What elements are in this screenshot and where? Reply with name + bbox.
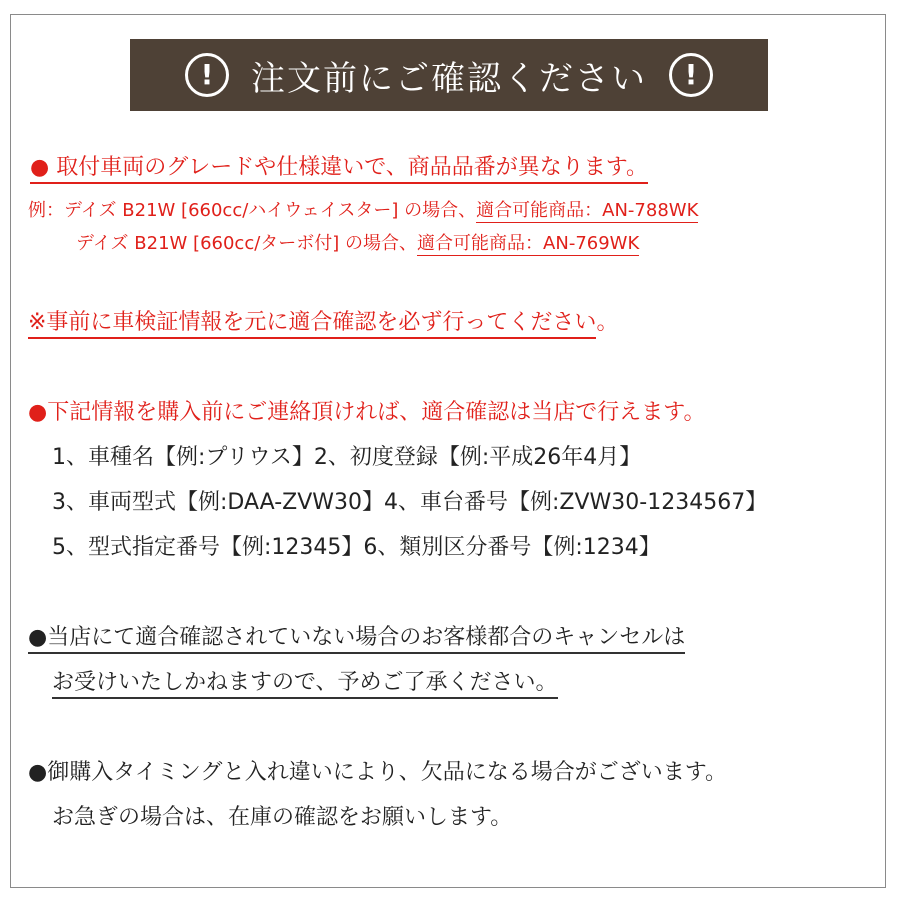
info-heading: ●下記情報を購入前にご連絡頂ければ、適合確認は当店で行えます。 [28,400,706,425]
info-row-2: 3、車両型式【例:DAA-ZVW30】4、車台番号【例:ZVW30-1234567】 [52,490,768,515]
info-row-3: 5、型式指定番号【例:12345】6、類別区分番号【例:1234】 [52,535,661,560]
example-1-prefix: 例：デイズ B21W [660cc/ハイウェイスター] の場合、 [28,200,477,221]
precheck-tail: 。 [596,310,619,335]
cancel-line-2-text: お受けいたしかねますので、予めご了承ください。 [52,670,558,699]
example-2-prefix: デイズ B21W [660cc/ターボ付] の場合、 [76,233,418,254]
cancel-line-1-text: ●当店にて適合確認されていない場合のお客様都合のキャンセルは [28,625,685,654]
stock-line-1: ●御購入タイミングと入れ違いにより、欠品になる場合がございます。 [28,760,727,785]
cancel-line-2 [52,665,558,696]
example-1-product: 適合可能商品：AN-788WK [476,200,699,221]
grade-example-2 [76,229,639,255]
banner-title: 注文前にご確認ください [251,58,647,99]
grade-example-1 [28,196,698,222]
grade-heading-text: ● 取付車両のグレードや仕様違いで、商品品番が異なります。 [30,155,648,184]
notice-banner [130,39,768,111]
cancel-line-1 [28,620,685,651]
precheck-text: ※事前に車検証情報を元に適合確認を必ず行ってください [28,310,596,339]
stock-line-2: お急ぎの場合は、在庫の確認をお願いします。 [52,805,513,830]
info-row-1: 1、車種名【例:プリウス】2、初度登録【例:平成26年4月】 [52,445,642,470]
precheck-notice [28,305,618,336]
example-2-product: 適合可能商品：AN-769WK [417,233,640,254]
grade-heading [30,150,648,181]
exclamation-icon: ! [185,53,229,97]
exclamation-icon: ! [669,53,713,97]
